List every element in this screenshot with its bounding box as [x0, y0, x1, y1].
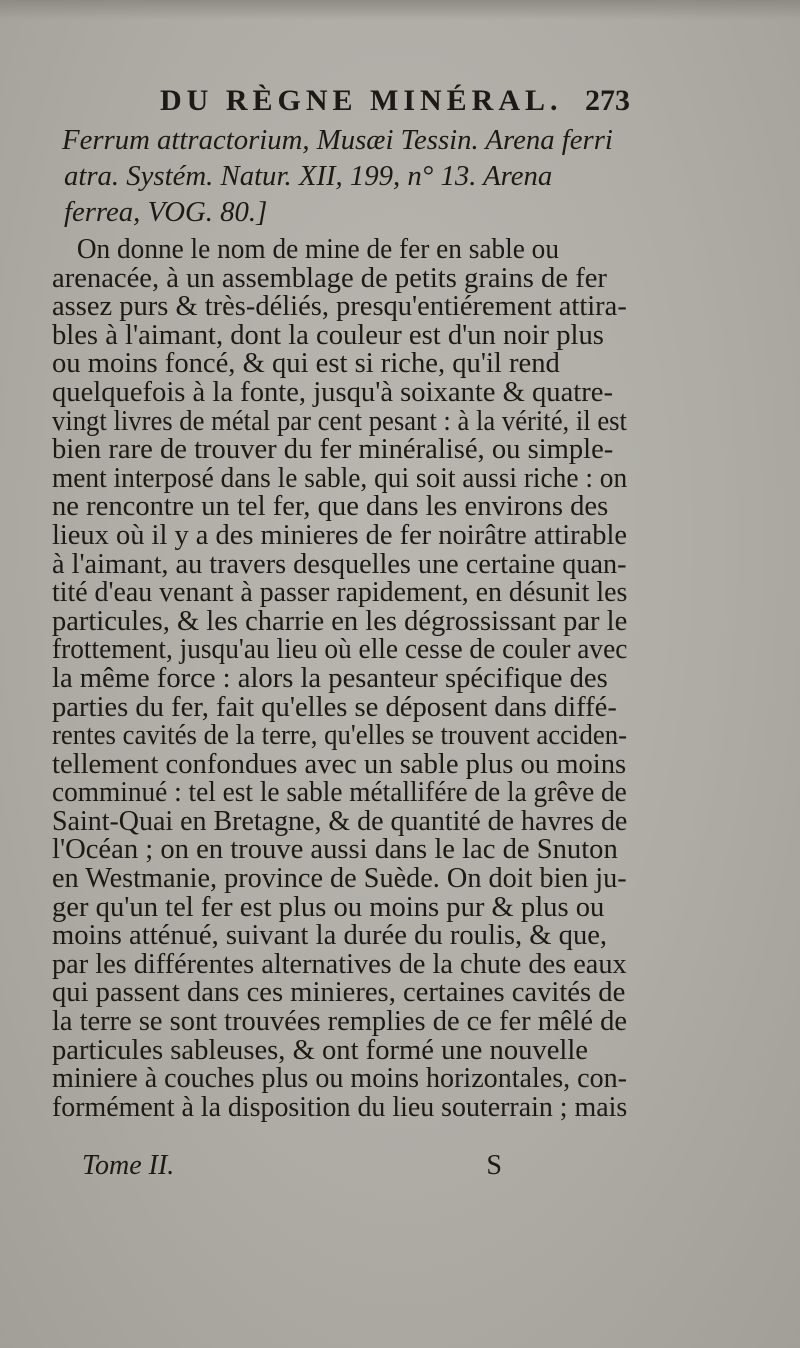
text-line: qui passent dans ces minieres, certaines cavités de — [52, 977, 626, 1009]
reference-line: atra. Systém. Natur. XII, 199, n° 13. Arena — [63, 160, 553, 192]
reference-line: Ferrum attractorium, Musæi Tessin. Arena ferri — [62, 124, 613, 156]
text-line: la même force : alors la pesanteur spécifique des — [52, 662, 608, 694]
text-line: par les différentes alternatives de la chute des eaux — [52, 948, 627, 980]
reference-line: ferrea, VOG. 80.] — [63, 196, 268, 228]
text-line: On donne le nom de mine de fer en sable ou — [76, 234, 559, 265]
text-line: ger qu'un tel fer est plus ou moins pur & plus ou — [52, 891, 605, 923]
text-line: Saint-Quai en Bretagne, & de quantité de havres de — [52, 805, 628, 837]
page-header — [160, 84, 630, 124]
running-title: DU RÈGNE MINÉRAL. — [160, 84, 563, 117]
page-footer — [62, 1150, 502, 1184]
text-line: en Westmanie, province de Suède. On doit bien ju- — [52, 863, 627, 895]
text-line: vingt livres de métal par cent pesant : à la vérité, il est — [52, 405, 627, 437]
page-number: 273 — [585, 84, 630, 117]
text-line: bien rare de trouver du fer minéralisé, ou simple- — [52, 434, 614, 466]
text-line: ment interposé dans le sable, qui soit aussi riche : on — [52, 462, 628, 494]
text-line: particules sableuses, & ont formé une nouvelle — [52, 1034, 588, 1066]
body-paragraph — [52, 236, 627, 1122]
signature-mark: S — [486, 1150, 502, 1181]
text-line: ou moins foncé, & qui est si riche, qu'il rend — [52, 348, 560, 380]
text-line: miniere à couches plus ou moins horizontales, con- — [52, 1063, 628, 1095]
text-line: à l'aimant, au travers desquelles une certaine quan- — [52, 548, 627, 580]
text-line: moins atténué, suivant la durée du roulis, & que, — [52, 920, 608, 952]
text-line: particules, & les charrie en les dégrossissant par le — [52, 605, 628, 637]
text-line: lieux où il y a des minieres de fer noirâtre attirable — [52, 519, 628, 551]
text-line: formément à la disposition du lieu souterrain ; mais — [52, 1091, 628, 1123]
text-line: tellement confondues avec un sable plus ou moins — [52, 748, 627, 780]
text-line: assez purs & très-déliés, presqu'entiérement attira- — [52, 291, 627, 323]
text-line: rentes cavités de la terre, qu'elles se trouvent acciden- — [52, 720, 628, 752]
text-line: tité d'eau venant à passer rapidement, en désunit les — [52, 577, 628, 609]
text-line: comminué : tel est le sable métallifére de la grêve de — [52, 777, 627, 809]
text-line: bles à l'aimant, dont la couleur est d'un noir plus — [52, 319, 604, 351]
text-line: quelquefois à la fonte, jusqu'à soixante & quatre- — [52, 376, 613, 408]
text-line: la terre se sont trouvées remplies de ce fer mêlé de — [52, 1006, 627, 1038]
text-line: ne rencontre un tel fer, que dans les environs des — [52, 491, 609, 523]
text-line: l'Océan ; on en trouve aussi dans le lac de Snuton — [52, 834, 618, 866]
text-line: parties du fer, fait qu'elles se déposent dans diffé- — [52, 691, 617, 723]
text-line: frottement, jusqu'au lieu où elle cesse de couler avec — [52, 634, 628, 666]
page-gutter-shadow — [0, 0, 800, 20]
reference-citations — [62, 122, 652, 230]
text-line: arenacée, à un assemblage de petits grains de fer — [52, 262, 607, 294]
volume-label: Tome II. — [82, 1150, 175, 1181]
